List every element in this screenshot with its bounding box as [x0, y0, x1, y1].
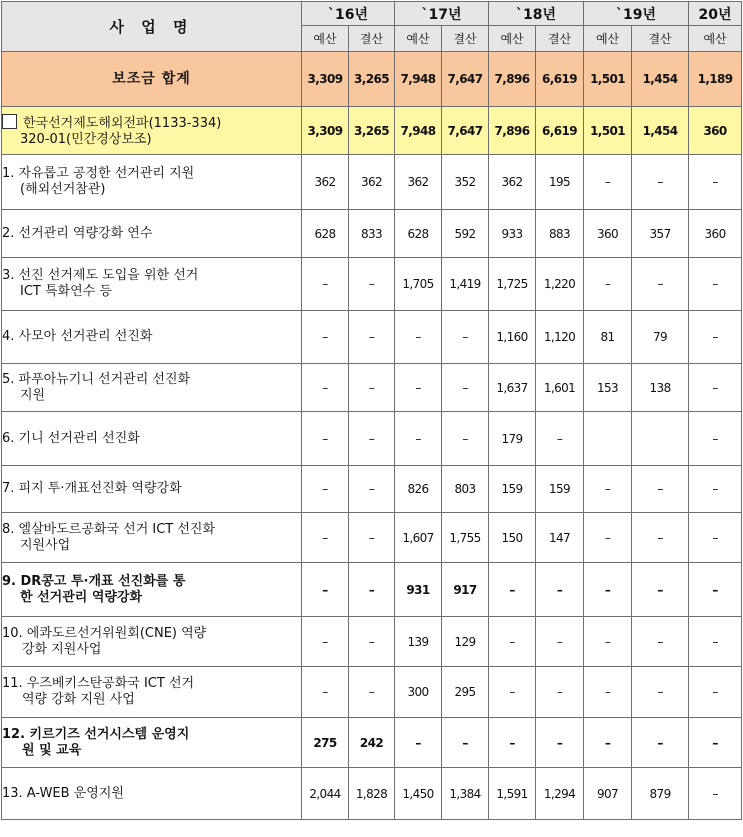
item-value: 79 — [632, 311, 689, 364]
item-value: 362 — [489, 155, 536, 210]
item-value: 360 — [584, 210, 632, 258]
year-header-2020: 20년 — [689, 2, 742, 26]
item-value: 138 — [632, 364, 689, 412]
subheader-budget: 예산 — [395, 26, 442, 52]
item-value: – — [349, 466, 395, 513]
item-value: 159 — [489, 466, 536, 513]
item-value: – — [689, 155, 742, 210]
item-value: – — [689, 466, 742, 513]
total-value: 3,265 — [349, 52, 395, 107]
item-label — [2, 563, 302, 617]
item-label-line1: 7. 피지 투·개표선진화 역량강화 — [2, 481, 182, 496]
program-label-line1 — [2, 114, 301, 132]
year-header-2019: `19년 — [584, 2, 689, 26]
item-label-line2: 지원사업 — [20, 537, 71, 553]
item-value: – — [442, 311, 489, 364]
table-row — [2, 412, 742, 466]
item-label-line1: 2. 선거관리 역량강화 연수 — [2, 225, 153, 241]
item-value: 295 — [442, 667, 489, 718]
item-value: – — [584, 466, 632, 513]
item-value: – — [689, 617, 742, 667]
item-value: 592 — [442, 210, 489, 258]
item-value: 1,607 — [395, 513, 442, 563]
item-value: – — [689, 563, 742, 617]
item-value: 147 — [536, 513, 584, 563]
total-value: 7,896 — [489, 52, 536, 107]
program-value: 1,501 — [584, 107, 632, 155]
item-label-line1: 9. DR콩고 투·개표 선진화를 통 — [2, 573, 186, 589]
item-label — [2, 311, 302, 364]
total-value: 7,647 — [442, 52, 489, 107]
item-value: – — [349, 513, 395, 563]
header-row-years — [2, 2, 742, 26]
subheader-budget: 예산 — [689, 26, 742, 52]
subheader-settlement: 결산 — [349, 26, 395, 52]
item-value: 153 — [584, 364, 632, 412]
item-value: – — [632, 617, 689, 667]
item-label-line1: 12. 키르기즈 선거시스템 운영지 — [2, 726, 190, 742]
program-label-line2: 320-01(민간경상보조) — [20, 131, 152, 147]
item-value: – — [349, 617, 395, 667]
item-value: 1,419 — [442, 258, 489, 311]
item-label — [2, 718, 302, 768]
subheader-budget: 예산 — [584, 26, 632, 52]
item-value: 300 — [395, 667, 442, 718]
item-value: 1,294 — [536, 768, 584, 820]
item-value: – — [349, 563, 395, 617]
item-value: – — [689, 513, 742, 563]
item-value: – — [442, 718, 489, 768]
item-value — [584, 412, 632, 466]
table-row — [2, 364, 742, 412]
item-value: 1,591 — [489, 768, 536, 820]
item-value: – — [689, 718, 742, 768]
program-value: 7,647 — [442, 107, 489, 155]
year-header-2017: `17년 — [395, 2, 489, 26]
item-label — [2, 258, 302, 311]
item-value: 917 — [442, 563, 489, 617]
item-value: – — [302, 258, 349, 311]
program-value: 360 — [689, 107, 742, 155]
item-label-line2: 지원 — [20, 387, 46, 403]
table-row — [2, 667, 742, 718]
item-value: 1,384 — [442, 768, 489, 820]
item-value: 275 — [302, 718, 349, 768]
program-code-text: 한국선거제도해외전파(1133-334) — [23, 115, 222, 131]
item-label-line1: 3. 선진 선거제도 도입을 위한 선거 — [2, 268, 199, 283]
item-label-line1: 8. 엘살바도르공화국 선거 ICT 선진화 — [2, 521, 216, 537]
item-value: – — [349, 258, 395, 311]
item-label-line1: 13. A-WEB 운영지원 — [2, 785, 124, 801]
item-value: 833 — [349, 210, 395, 258]
subsidy-budget-table — [1, 1, 742, 820]
item-label-line2: ICT 특화연수 등 — [20, 284, 112, 299]
item-value: 628 — [302, 210, 349, 258]
program-value: 7,948 — [395, 107, 442, 155]
item-value — [632, 412, 689, 466]
item-label — [2, 155, 302, 210]
item-value: – — [584, 155, 632, 210]
table-row — [2, 563, 742, 617]
total-value: 1,501 — [584, 52, 632, 107]
table-body — [2, 52, 742, 820]
item-value: – — [632, 563, 689, 617]
program-label — [2, 107, 302, 155]
item-value: 1,220 — [536, 258, 584, 311]
item-value: – — [302, 667, 349, 718]
item-value: – — [302, 311, 349, 364]
item-value: – — [536, 617, 584, 667]
item-label-line2: 원 및 교육 — [22, 742, 82, 758]
subheader-settlement: 결산 — [536, 26, 584, 52]
total-value: 1,454 — [632, 52, 689, 107]
item-value: 242 — [349, 718, 395, 768]
item-label — [2, 364, 302, 412]
item-value: – — [489, 617, 536, 667]
item-value: – — [584, 513, 632, 563]
item-value: – — [395, 718, 442, 768]
column-header-business-name: 사 업 명 — [2, 2, 302, 52]
item-value: 1,755 — [442, 513, 489, 563]
table-row — [2, 617, 742, 667]
item-value: – — [689, 364, 742, 412]
total-label: 보조금 합계 — [2, 52, 302, 107]
item-value: – — [489, 667, 536, 718]
item-label — [2, 667, 302, 718]
item-value: 933 — [489, 210, 536, 258]
program-row — [2, 107, 742, 155]
item-value: – — [395, 364, 442, 412]
item-value: 352 — [442, 155, 489, 210]
item-label-line1: 5. 파푸아뉴기니 선거관리 선진화 — [2, 371, 191, 387]
item-value: 1,705 — [395, 258, 442, 311]
item-value: – — [632, 513, 689, 563]
item-value: 1,725 — [489, 258, 536, 311]
item-value: 628 — [395, 210, 442, 258]
item-label — [2, 617, 302, 667]
item-value: – — [395, 412, 442, 466]
item-value: – — [302, 617, 349, 667]
item-label — [2, 210, 302, 258]
item-value: 907 — [584, 768, 632, 820]
program-value: 1,454 — [632, 107, 689, 155]
item-value: 2,044 — [302, 768, 349, 820]
table-row — [2, 513, 742, 563]
item-value: 1,637 — [489, 364, 536, 412]
item-value: 362 — [302, 155, 349, 210]
item-label-line1: 1. 자유롭고 공정한 선거관리 지원 — [2, 166, 195, 181]
item-value: – — [689, 412, 742, 466]
item-label-line2: 강화 지원사업 — [22, 641, 102, 657]
item-value: – — [349, 364, 395, 412]
item-label — [2, 412, 302, 466]
item-value: – — [584, 617, 632, 667]
item-value: 129 — [442, 617, 489, 667]
item-value: 362 — [395, 155, 442, 210]
item-value: – — [632, 155, 689, 210]
item-value: – — [349, 667, 395, 718]
item-value: 360 — [689, 210, 742, 258]
item-label-line1: 6. 기니 선거관리 선진화 — [2, 430, 140, 446]
item-value: – — [632, 667, 689, 718]
table-row — [2, 311, 742, 364]
table-row — [2, 210, 742, 258]
item-value: 1,601 — [536, 364, 584, 412]
item-value: 179 — [489, 412, 536, 466]
item-value: – — [302, 513, 349, 563]
item-value: 139 — [395, 617, 442, 667]
item-value: – — [349, 412, 395, 466]
item-value: – — [689, 311, 742, 364]
item-value: 883 — [536, 210, 584, 258]
item-value: 1,450 — [395, 768, 442, 820]
item-value: 362 — [349, 155, 395, 210]
item-value: – — [442, 364, 489, 412]
item-value: 150 — [489, 513, 536, 563]
item-value: – — [584, 667, 632, 718]
table-row — [2, 718, 742, 768]
total-value: 1,189 — [689, 52, 742, 107]
total-row — [2, 52, 742, 107]
item-value: 826 — [395, 466, 442, 513]
item-value: 159 — [536, 466, 584, 513]
item-value: 195 — [536, 155, 584, 210]
year-header-2018: `18년 — [489, 2, 584, 26]
item-value: – — [689, 667, 742, 718]
total-value: 7,948 — [395, 52, 442, 107]
item-value: 879 — [632, 768, 689, 820]
program-value: 3,309 — [302, 107, 349, 155]
item-value: – — [584, 718, 632, 768]
table-row — [2, 466, 742, 513]
item-value: – — [584, 258, 632, 311]
item-value: 803 — [442, 466, 489, 513]
program-value: 6,619 — [536, 107, 584, 155]
item-value: 1,120 — [536, 311, 584, 364]
item-label — [2, 466, 302, 513]
table-row — [2, 155, 742, 210]
item-value: – — [489, 563, 536, 617]
table-row — [2, 258, 742, 311]
program-value: 3,265 — [349, 107, 395, 155]
item-value: 357 — [632, 210, 689, 258]
checkbox-square-icon — [2, 114, 17, 129]
item-value: – — [632, 258, 689, 311]
item-value: 81 — [584, 311, 632, 364]
item-value: – — [632, 718, 689, 768]
item-value: 931 — [395, 563, 442, 617]
item-value: – — [302, 466, 349, 513]
total-value: 3,309 — [302, 52, 349, 107]
item-value: – — [349, 311, 395, 364]
item-value: – — [302, 364, 349, 412]
program-value: 7,896 — [489, 107, 536, 155]
item-value: – — [536, 412, 584, 466]
item-value: – — [395, 311, 442, 364]
item-value: – — [442, 412, 489, 466]
subheader-budget: 예산 — [489, 26, 536, 52]
item-value: – — [302, 563, 349, 617]
item-value: – — [536, 718, 584, 768]
item-value: 1,828 — [349, 768, 395, 820]
total-value: 6,619 — [536, 52, 584, 107]
item-label — [2, 513, 302, 563]
item-value: – — [302, 412, 349, 466]
item-label-line1: 4. 사모아 선거관리 선진화 — [2, 329, 153, 344]
item-value: – — [584, 563, 632, 617]
subheader-budget: 예산 — [302, 26, 349, 52]
item-label-line2: 역량 강화 지원 사업 — [22, 692, 135, 707]
item-label-line2: (해외선거참관) — [20, 182, 106, 197]
subheader-settlement: 결산 — [632, 26, 689, 52]
item-label-line1: 11. 우즈베키스탄공화국 ICT 선거 — [2, 676, 195, 691]
item-value: – — [489, 718, 536, 768]
item-value: – — [632, 466, 689, 513]
item-label-line1: 10. 에콰도르선거위원회(CNE) 역량 — [2, 625, 207, 641]
year-header-2016: `16년 — [302, 2, 395, 26]
item-value: – — [689, 258, 742, 311]
item-value: – — [536, 667, 584, 718]
item-value: 1,160 — [489, 311, 536, 364]
item-value: – — [689, 768, 742, 820]
item-label-line2: 한 선거관리 역량강화 — [20, 589, 143, 605]
subheader-settlement: 결산 — [442, 26, 489, 52]
table-row — [2, 768, 742, 820]
item-value: – — [536, 563, 584, 617]
item-label — [2, 768, 302, 820]
